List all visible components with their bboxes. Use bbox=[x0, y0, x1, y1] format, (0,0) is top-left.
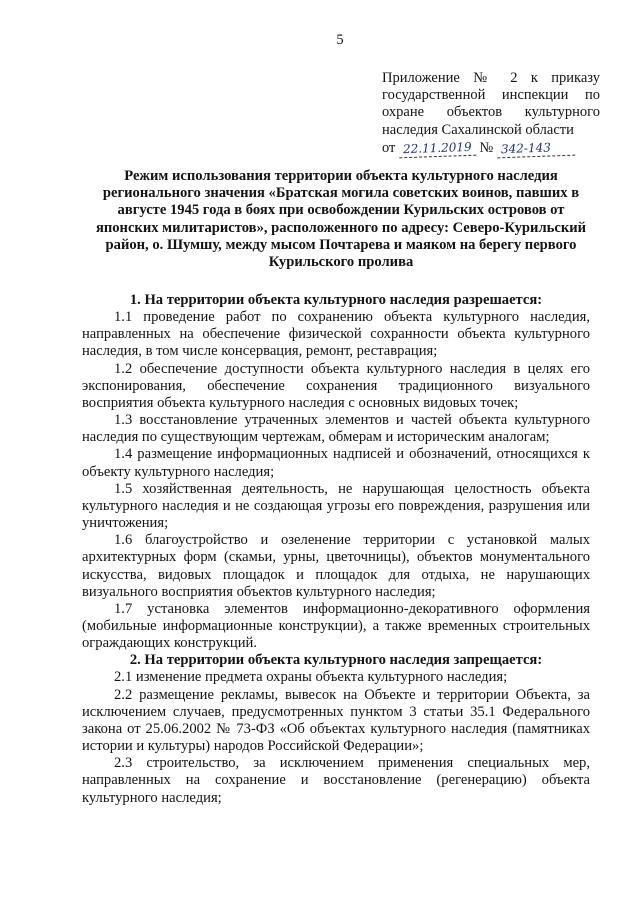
number-prefix: № bbox=[479, 139, 494, 156]
clause-2-1: 2.1 изменение предмета охраны объекта культурного наследия; bbox=[114, 669, 508, 686]
section-2-heading: 2. На территории объекта культурного наследия запрещается: bbox=[129, 652, 543, 669]
clause-1-6: 1.6 благоустройство и озеленение территории с установкой малых архитектурных форм (скамьи, урны, цветочницы), объектов монументального искусства, видовых площадок и площадок для отдыха, не нарушающих визуального восприятия объектов культурного наследия; bbox=[82, 532, 590, 600]
document-title: Режим использования территории объекта культурного наследия регионального значения «Братская могила советских воинов, павших в августе 1945 года в боях при освобождении Курильских островов от японских милитаристов», расположенного по адресу: Северо-Курильский район, о. Шумшу, между мысом Почтарева и маяком на берегу первого Курильского пролива bbox=[95, 168, 587, 271]
clause-1-4: 1.4 размещение информационных надписей и обозначений, относящихся к объекту культурного наследия; bbox=[82, 446, 590, 480]
section-1-heading: 1. На территории объекта культурного наследия разрешается: bbox=[129, 292, 543, 308]
clause-1-2: 1.2 обеспечение доступности объекта культурного наследия в целях его экспонирования, обеспечение сохранения традиционного визуального восприятия объекта культурного наследия с основных видовых точек; bbox=[82, 360, 590, 411]
appendix-date-line bbox=[382, 140, 600, 157]
document-body bbox=[82, 292, 590, 807]
clause-2-2: 2.2 размещение рекламы, вывесок на Объекте и территории Объекта, за исключением случаев, предусмотренных пунктом 3 статьи 35.1 Федерального закона от 25.06.2002 № 73-ФЗ «Об объектах культурного наследия (памятниках истории и культуры) народов Российской Федерации»; bbox=[82, 686, 590, 755]
handwritten-number: 342-143 bbox=[497, 139, 576, 158]
clause-2-3: 2.3 строительство, за исключением применения специальных мер, направленных на сохранение и восстановление (регенерацию) объекта культурного наследия; bbox=[82, 755, 590, 806]
clause-1-1: 1.1 проведение работ по сохранению объекта культурного наследия, направленных на обеспечение физической сохранности объекта культурного наследия, в том числе консервация, ремонт, реставрация; bbox=[82, 309, 590, 360]
clause-1-3: 1.3 восстановление утраченных элементов и частей объекта культурного наследия по существующим чертежам, обмерам и историческим аналогам; bbox=[82, 412, 590, 446]
clause-1-5: 1.5 хозяйственная деятельность, не нарушающая целостность объекта культурного наследия и не создающая угрозы его повреждения, разрушения или уничтожения; bbox=[82, 480, 590, 532]
appendix-text: Приложение № 2 к приказу государственной инспекции по охране объектов культурного наследия Сахалинской области bbox=[382, 70, 600, 138]
clause-1-7: 1.7 установка элементов информационно-декоративного оформления (мобильные информационные конструкции), а также временных строительных ограждающих конструкций. bbox=[82, 600, 590, 652]
handwritten-date: 22.11.2019 bbox=[399, 139, 476, 158]
page-number: 5 bbox=[336, 32, 344, 48]
appendix-block bbox=[382, 70, 600, 157]
date-prefix: от bbox=[382, 139, 396, 156]
